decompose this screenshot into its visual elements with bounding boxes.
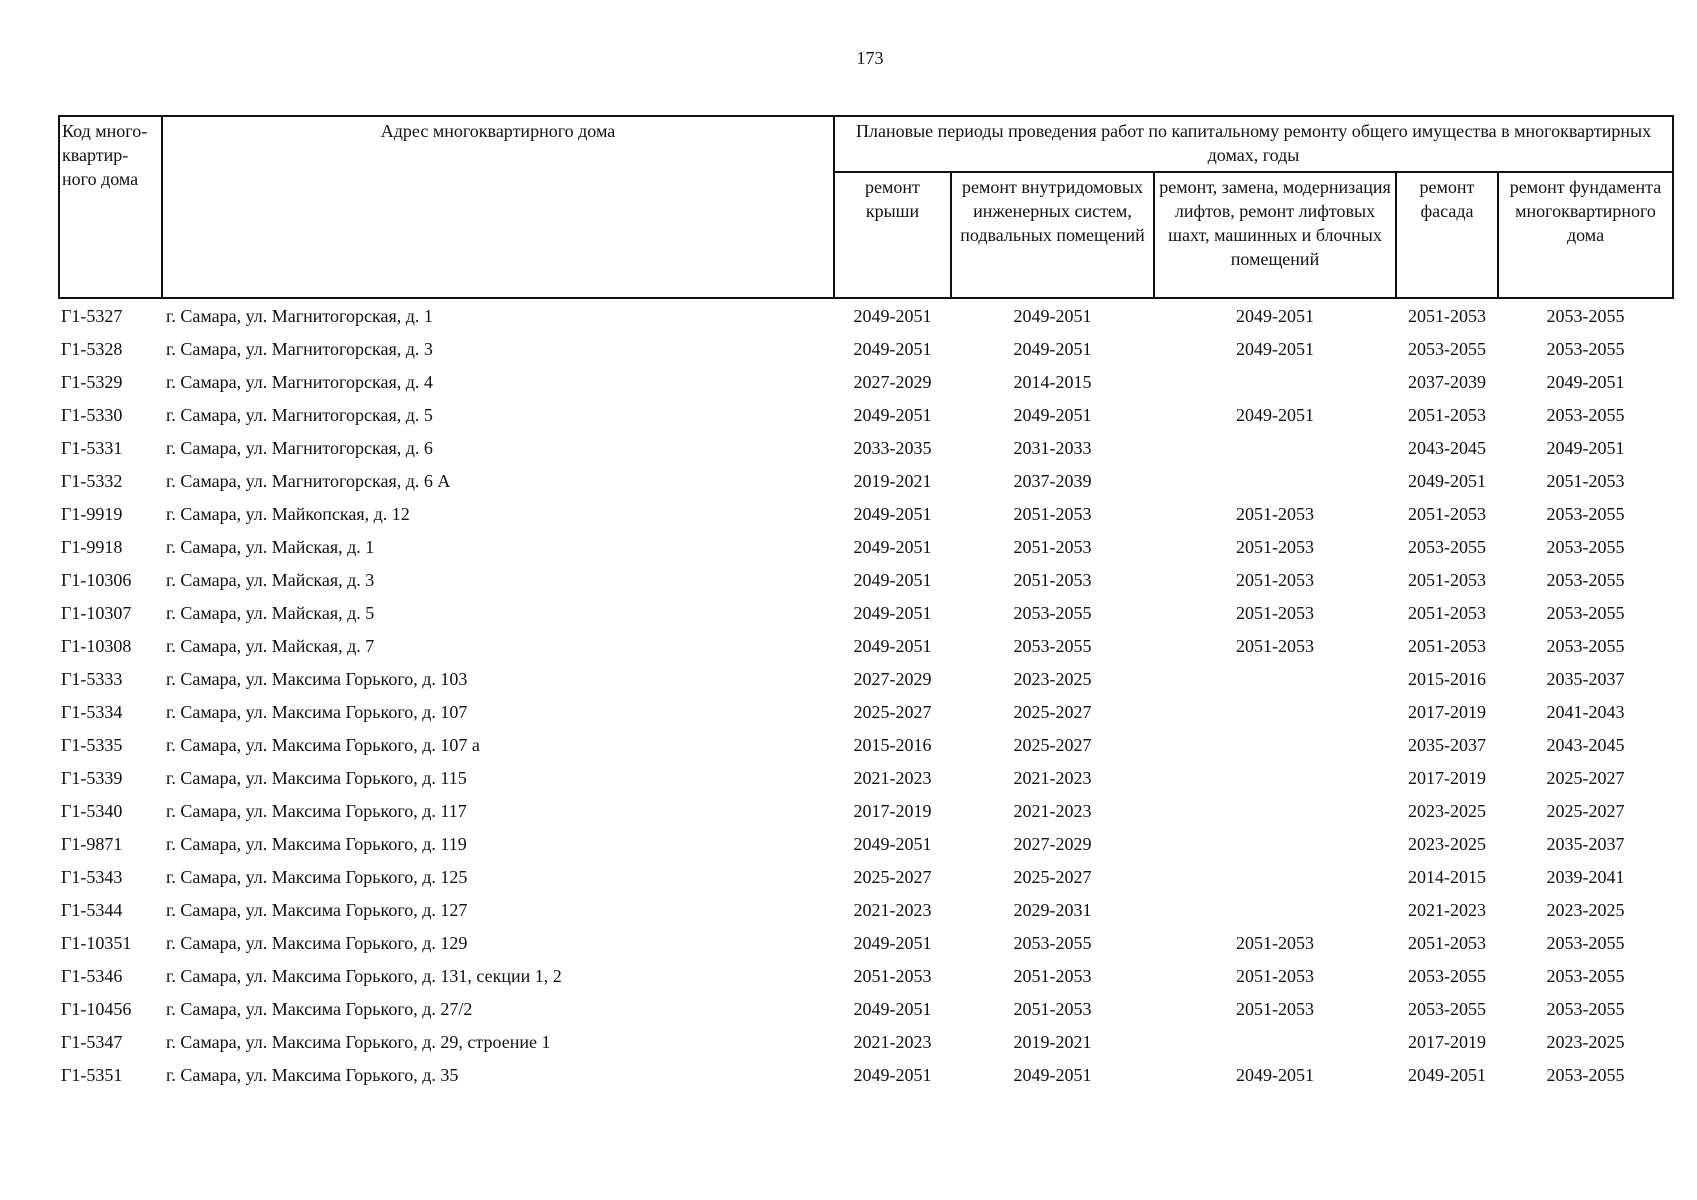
cell-roof: 2049-2051 [853,404,932,425]
table-row [59,728,1673,761]
cell-code: Г1-5340 [61,800,123,821]
cell-roof: 2015-2016 [853,734,932,755]
table-row [59,827,1673,860]
cell-facade: 2017-2019 [1408,767,1486,788]
cell-code: Г1-5339 [61,767,123,788]
cell-address: г. Самара, ул. Магнитогорская, д. 5 [166,404,433,425]
cell-foundation: 2043-2045 [1546,734,1625,755]
cell-facade: 2014-2015 [1408,866,1486,887]
cell-facade: 2051-2053 [1408,602,1486,623]
cell-code: Г1-5329 [61,371,123,392]
header-engineering: ремонт внутридомовых инженерных систем, подвальных помещений [951,172,1154,298]
cell-roof: 2049-2051 [853,569,932,590]
cell-address: г. Самара, ул. Максима Горького, д. 103 [166,668,468,689]
cell-address: г. Самара, ул. Максима Горького, д. 127 [166,899,468,920]
cell-facade: 2051-2053 [1408,569,1486,590]
cell-address: г. Самара, ул. Магнитогорская, д. 1 [166,305,433,326]
cell-roof: 2033-2035 [853,437,932,458]
cell-lift [1154,761,1396,794]
cell-foundation: 2053-2055 [1546,503,1625,524]
cell-code: Г1-10351 [61,932,132,953]
cell-address: г. Самара, ул. Магнитогорская, д. 6 [166,437,433,458]
cell-address: г. Самара, ул. Максима Горького, д. 27/2 [166,998,473,1019]
table-row [59,662,1673,695]
table-row [59,959,1673,992]
cell-lift: 2051-2053 [1236,932,1314,953]
cell-foundation: 2053-2055 [1546,305,1625,326]
cell-lift: 2049-2051 [1236,338,1314,359]
table-row [59,563,1673,596]
table-row [59,431,1673,464]
cell-roof: 2051-2053 [853,965,932,986]
cell-code: Г1-5343 [61,866,123,887]
cell-roof: 2025-2027 [853,701,932,722]
cell-lift [1154,365,1396,398]
header-planned-periods [834,116,1673,172]
cell-lift: 2051-2053 [1236,965,1314,986]
cell-lift [1154,431,1396,464]
cell-foundation: 2025-2027 [1546,800,1625,821]
table-row [59,1058,1673,1091]
cell-foundation: 2049-2051 [1546,437,1625,458]
cell-engineering: 2049-2051 [1013,338,1092,359]
cell-lift [1154,794,1396,827]
cell-facade: 2043-2045 [1408,437,1486,458]
cell-lift: 2051-2053 [1236,536,1314,557]
cell-code: Г1-10306 [61,569,132,590]
cell-code: Г1-10308 [61,635,132,656]
cell-code: Г1-5351 [61,1064,123,1085]
table-row [59,860,1673,893]
cell-foundation: 2053-2055 [1546,338,1625,359]
cell-lift [1154,728,1396,761]
cell-code: Г1-5330 [61,404,123,425]
cell-foundation: 2053-2055 [1546,635,1625,656]
cell-address: г. Самара, ул. Максима Горького, д. 107 а [166,734,480,755]
cell-roof: 2049-2051 [853,932,932,953]
cell-facade: 2051-2053 [1408,305,1486,326]
cell-engineering: 2049-2051 [1013,305,1092,326]
cell-foundation: 2053-2055 [1546,1064,1625,1085]
cell-engineering: 2021-2023 [1013,767,1092,788]
cell-facade: 2053-2055 [1408,998,1486,1019]
cell-lift [1154,860,1396,893]
table-row [59,497,1673,530]
header-code: Код много-квартир-ного дома [59,116,162,298]
cell-code: Г1-5328 [61,338,123,359]
cell-roof: 2049-2051 [853,305,932,326]
cell-roof: 2049-2051 [853,635,932,656]
cell-lift: 2051-2053 [1236,503,1314,524]
table-row [59,1025,1673,1058]
cell-roof: 2021-2023 [853,899,932,920]
cell-engineering: 2049-2051 [1013,404,1092,425]
cell-address: г. Самара, ул. Магнитогорская, д. 6 А [166,470,451,491]
table-row [59,794,1673,827]
cell-facade: 2037-2039 [1408,371,1486,392]
cell-facade: 2035-2037 [1408,734,1486,755]
cell-facade: 2015-2016 [1408,668,1486,689]
cell-foundation: 2051-2053 [1546,470,1625,491]
cell-engineering: 2025-2027 [1013,701,1092,722]
header-lift: ремонт, замена, модернизация лифтов, ремонт лифтовых шахт, машинных и блочных помещений [1154,172,1396,298]
cell-foundation: 2023-2025 [1546,1031,1625,1052]
cell-address: г. Самара, ул. Майкопская, д. 12 [166,503,410,524]
cell-foundation: 2053-2055 [1546,998,1625,1019]
table-row [59,596,1673,629]
table-row [59,926,1673,959]
cell-foundation: 2035-2037 [1546,833,1625,854]
cell-roof: 2021-2023 [853,767,932,788]
cell-facade: 2023-2025 [1408,800,1486,821]
table-row [59,761,1673,794]
cell-lift: 2051-2053 [1236,998,1314,1019]
cell-roof: 2049-2051 [853,338,932,359]
table-header [59,116,1673,298]
cell-address: г. Самара, ул. Магнитогорская, д. 4 [166,371,433,392]
cell-lift: 2051-2053 [1236,569,1314,590]
cell-foundation: 2025-2027 [1546,767,1625,788]
table-row [59,298,1673,332]
cell-lift: 2051-2053 [1236,635,1314,656]
cell-facade: 2021-2023 [1408,899,1486,920]
cell-roof: 2049-2051 [853,536,932,557]
cell-code: Г1-5334 [61,701,123,722]
cell-lift [1154,695,1396,728]
cell-engineering: 2051-2053 [1013,536,1092,557]
cell-code: Г1-10456 [61,998,132,1019]
cell-facade: 2051-2053 [1408,503,1486,524]
cell-engineering: 2023-2025 [1013,668,1092,689]
cell-code: Г1-5344 [61,899,123,920]
cell-engineering: 2019-2021 [1013,1031,1092,1052]
cell-foundation: 2049-2051 [1546,371,1625,392]
cell-foundation: 2053-2055 [1546,536,1625,557]
cell-address: г. Самара, ул. Майская, д. 3 [166,569,375,590]
page-number: 173 [856,48,884,68]
table-row [59,398,1673,431]
cell-foundation: 2035-2037 [1546,668,1625,689]
cell-lift: 2049-2051 [1236,404,1314,425]
cell-facade: 2017-2019 [1408,1031,1486,1052]
cell-foundation: 2041-2043 [1546,701,1625,722]
cell-address: г. Самара, ул. Максима Горького, д. 117 [166,800,467,821]
cell-code: Г1-9919 [61,503,123,524]
cell-code: Г1-5347 [61,1031,123,1052]
cell-address: г. Самара, ул. Максима Горького, д. 125 [166,866,468,887]
cell-code: Г1-5331 [61,437,123,458]
table-row [59,893,1673,926]
cell-address: г. Самара, ул. Максима Горького, д. 115 [166,767,467,788]
cell-code: Г1-9871 [61,833,123,854]
table-row [59,530,1673,563]
cell-facade: 2053-2055 [1408,965,1486,986]
cell-roof: 2027-2029 [853,371,932,392]
cell-code: Г1-9918 [61,536,123,557]
cell-address: г. Самара, ул. Максима Горького, д. 119 [166,833,467,854]
cell-lift [1154,662,1396,695]
cell-facade: 2053-2055 [1408,338,1486,359]
cell-engineering: 2051-2053 [1013,569,1092,590]
cell-foundation: 2039-2041 [1546,866,1625,887]
cell-roof: 2021-2023 [853,1031,932,1052]
cell-lift [1154,1025,1396,1058]
cell-address: г. Самара, ул. Максима Горького, д. 35 [166,1064,459,1085]
cell-engineering: 2051-2053 [1013,998,1092,1019]
repair-schedule-table [58,115,1674,1091]
cell-lift [1154,893,1396,926]
table-row [59,629,1673,662]
table-row [59,332,1673,365]
cell-code: Г1-5346 [61,965,123,986]
cell-code: Г1-10307 [61,602,132,623]
header-roof: ремонт крыши [834,172,951,298]
header-planned-periods-label: Плановые периоды проведения работ по капитальному ремонту общего имущества в многоквартирных домах, годы [855,121,1652,165]
cell-engineering: 2051-2053 [1013,965,1092,986]
cell-foundation: 2053-2055 [1546,965,1625,986]
header-address: Адрес многоквартирного дома [162,116,834,298]
cell-code: Г1-5333 [61,668,123,689]
cell-address: г. Самара, ул. Майская, д. 1 [166,536,375,557]
cell-address: г. Самара, ул. Максима Горького, д. 131, секции 1, 2 [166,965,562,986]
cell-engineering: 2049-2051 [1013,1064,1092,1085]
header-facade: ремонт фасада [1396,172,1498,298]
cell-engineering: 2029-2031 [1013,899,1092,920]
cell-address: г. Самара, ул. Магнитогорская, д. 3 [166,338,433,359]
cell-foundation: 2053-2055 [1546,569,1625,590]
cell-foundation: 2023-2025 [1546,899,1625,920]
cell-facade: 2051-2053 [1408,635,1486,656]
table-body [59,298,1673,1091]
cell-engineering: 2031-2033 [1013,437,1092,458]
cell-roof: 2049-2051 [853,998,932,1019]
cell-roof: 2025-2027 [853,866,932,887]
cell-engineering: 2027-2029 [1013,833,1092,854]
cell-facade: 2051-2053 [1408,404,1486,425]
cell-code: Г1-5335 [61,734,123,755]
cell-address: г. Самара, ул. Максима Горького, д. 107 [166,701,468,722]
cell-engineering: 2053-2055 [1013,932,1092,953]
cell-address: г. Самара, ул. Майская, д. 7 [166,635,375,656]
cell-engineering: 2051-2053 [1013,503,1092,524]
cell-engineering: 2025-2027 [1013,866,1092,887]
cell-engineering: 2021-2023 [1013,800,1092,821]
cell-engineering: 2014-2015 [1013,371,1092,392]
cell-engineering: 2053-2055 [1013,635,1092,656]
cell-engineering: 2037-2039 [1013,470,1092,491]
cell-code: Г1-5332 [61,470,123,491]
cell-address: г. Самара, ул. Майская, д. 5 [166,602,375,623]
cell-lift: 2049-2051 [1236,1064,1314,1085]
cell-lift: 2051-2053 [1236,602,1314,623]
cell-facade: 2051-2053 [1408,932,1486,953]
cell-code: Г1-5327 [61,305,123,326]
cell-foundation: 2053-2055 [1546,404,1625,425]
cell-roof: 2017-2019 [853,800,932,821]
cell-facade: 2049-2051 [1408,470,1486,491]
cell-engineering: 2053-2055 [1013,602,1092,623]
cell-lift [1154,827,1396,860]
header-foundation: ремонт фундамента многоквартирного дома [1498,172,1673,298]
cell-foundation: 2053-2055 [1546,602,1625,623]
cell-facade: 2017-2019 [1408,701,1486,722]
table-row [59,992,1673,1025]
cell-address: г. Самара, ул. Максима Горького, д. 129 [166,932,468,953]
cell-engineering: 2025-2027 [1013,734,1092,755]
cell-roof: 2049-2051 [853,602,932,623]
cell-roof: 2019-2021 [853,470,932,491]
cell-address: г. Самара, ул. Максима Горького, д. 29, строение 1 [166,1031,551,1052]
cell-facade: 2053-2055 [1408,536,1486,557]
cell-roof: 2049-2051 [853,503,932,524]
cell-roof: 2049-2051 [853,833,932,854]
cell-roof: 2027-2029 [853,668,932,689]
table-row [59,464,1673,497]
cell-foundation: 2053-2055 [1546,932,1625,953]
cell-lift: 2049-2051 [1236,305,1314,326]
cell-facade: 2049-2051 [1408,1064,1486,1085]
cell-lift [1154,464,1396,497]
cell-roof: 2049-2051 [853,1064,932,1085]
table-row [59,695,1673,728]
table-row [59,365,1673,398]
cell-facade: 2023-2025 [1408,833,1486,854]
